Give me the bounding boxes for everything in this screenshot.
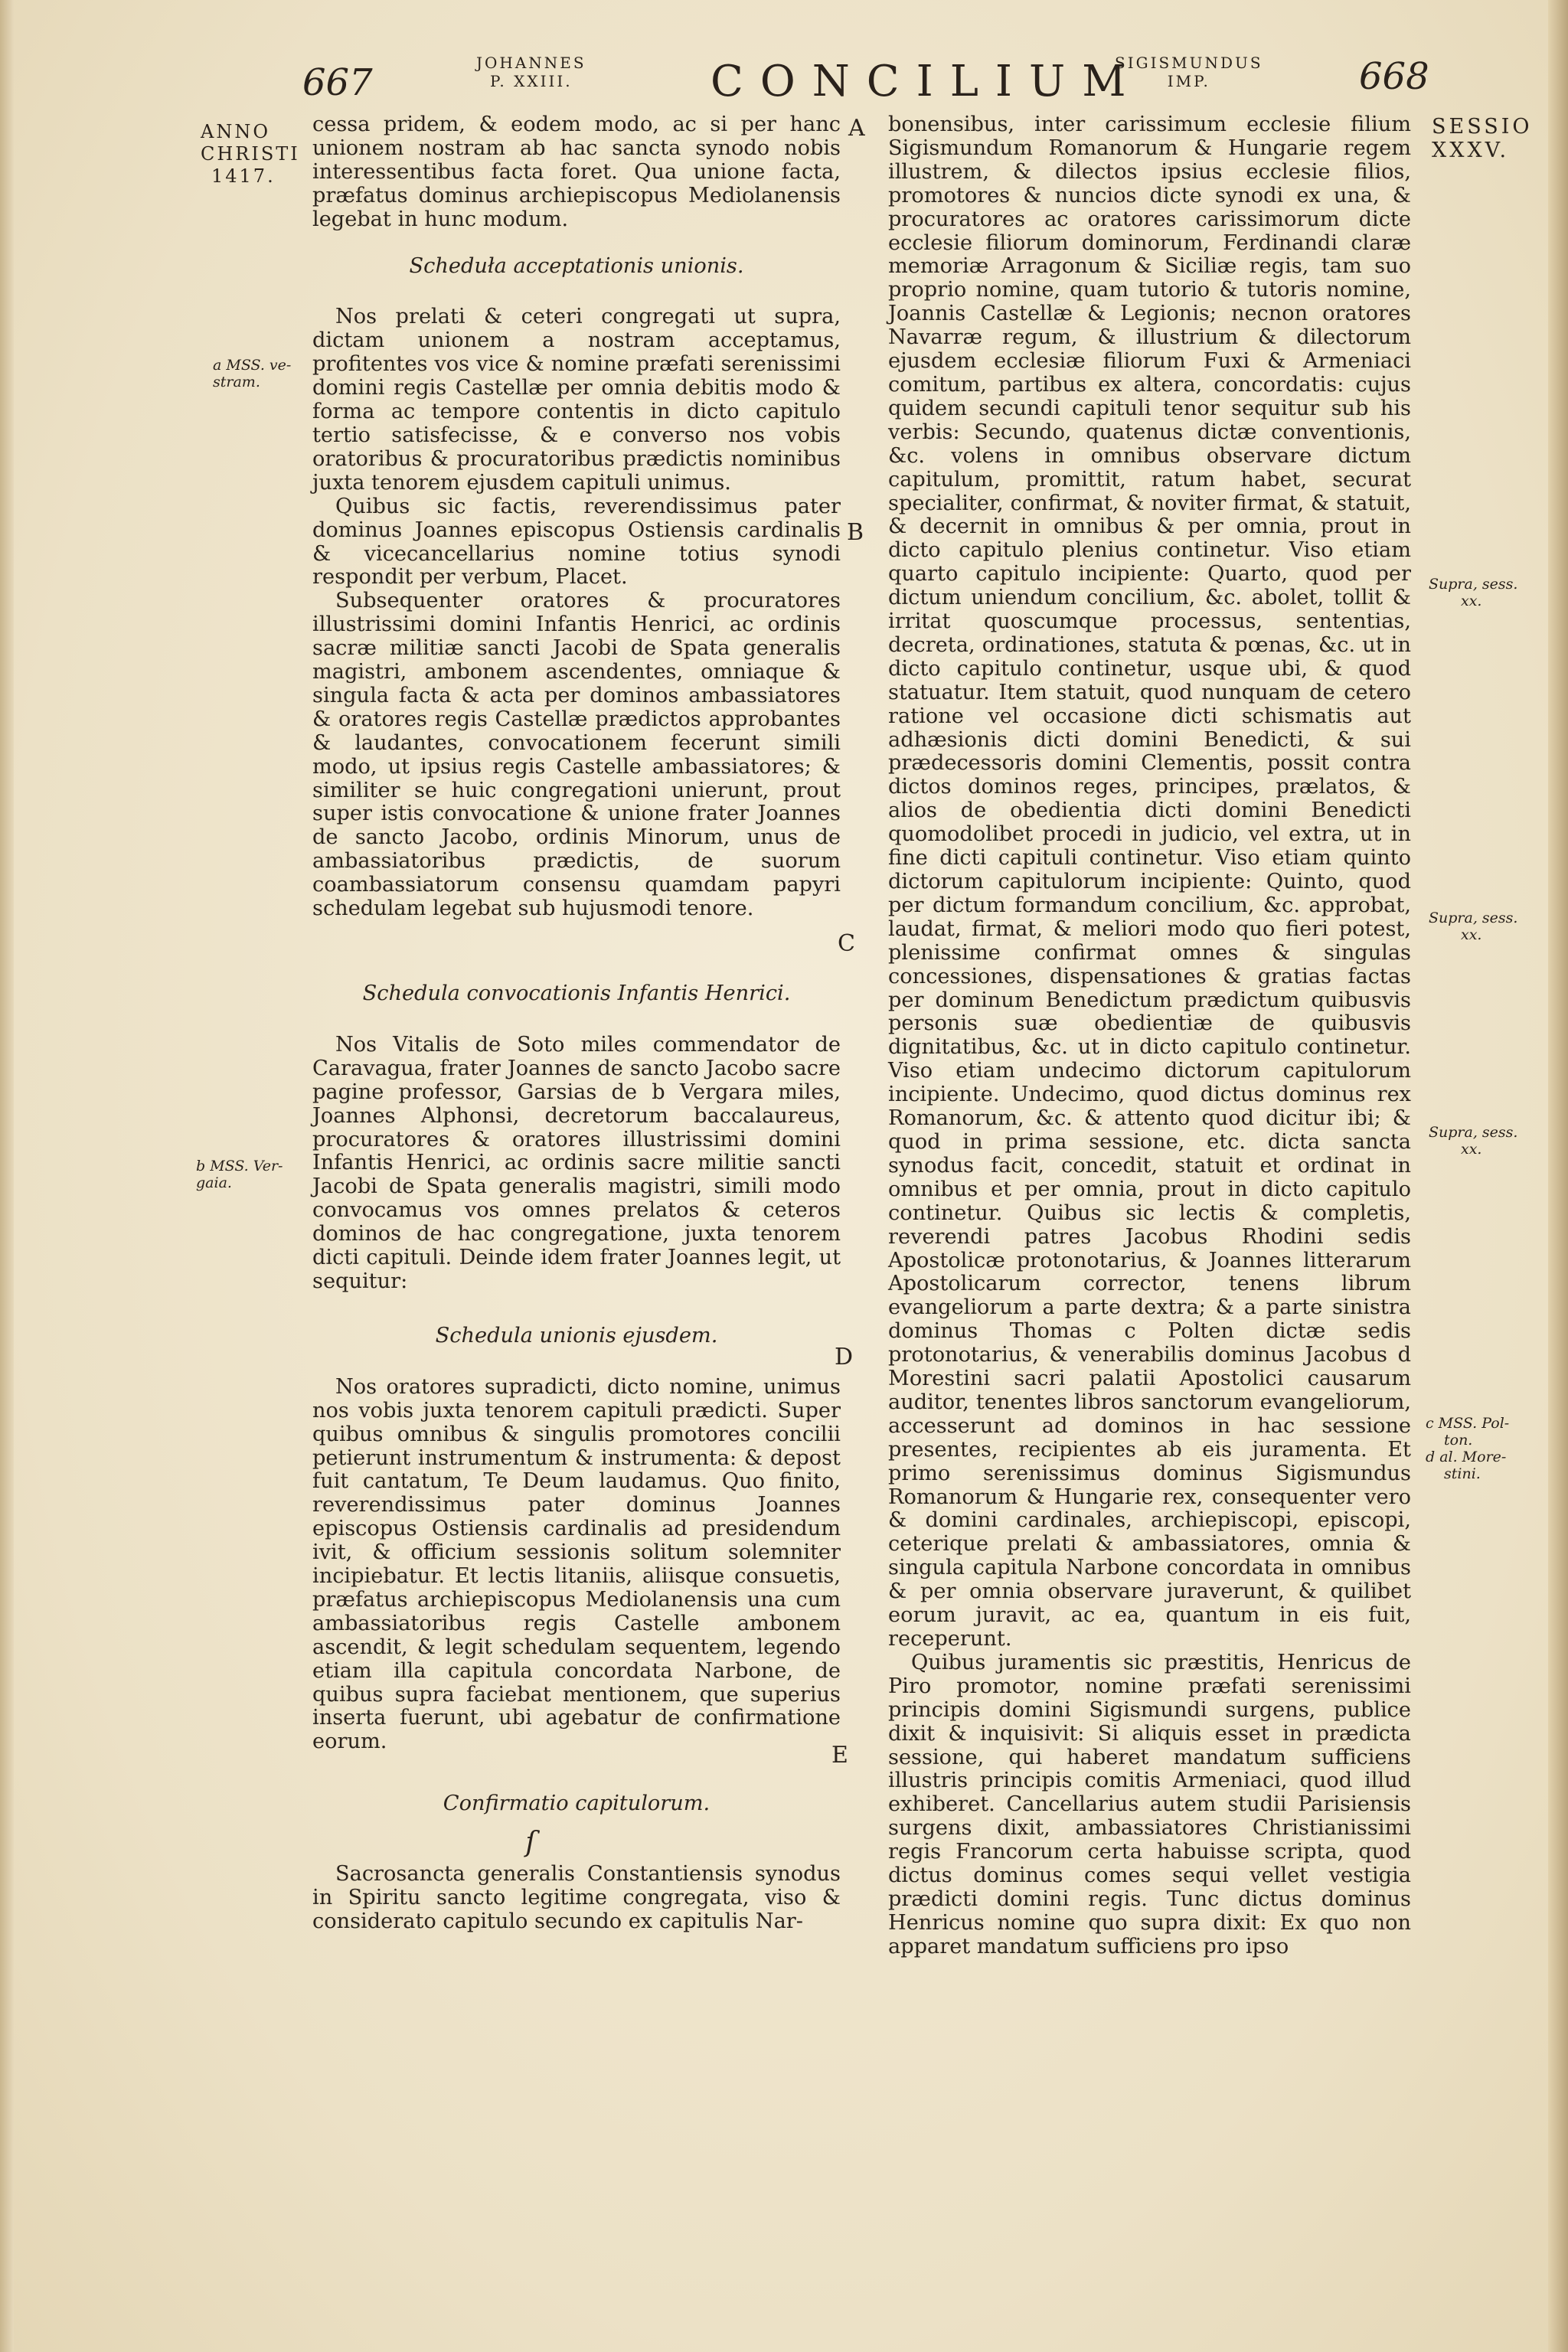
- paragraph: Quibus juramentis sic præstitis, Henricus de Piro promotor, nomine præfati serenissimi principis domini Sigismundi surgens, publice dixit & inquisivit: Si aliquis esset in prædicta sessione, qui haberet mandatum sufficiens illustris principis comitis Armeniaci, quod illud exhiberet. Cancellarius autem studii Parisiensis surgens dixit, ambassiatores Christianissimi regis Francorum certa habuisse scripta, quod dictus dominus comes sequi vellet vestigia prædicti domini regis. Tunc dictus dominus Henricus nomine quo supra dixit: Ex quo non apparet mandatum sufficiens pro ipso: [888, 1650, 1411, 1958]
- footnote-b: [196, 1158, 283, 1191]
- section-letter-d: D: [835, 1344, 854, 1370]
- paragraph: bonensibus, inter carissimum ecclesie filium Sigismundum Romanorum & Hungarie regem illustrem, & dilectos ipsius ecclesie filios, promotores & nuncios dicte synodi ex una, & procuratores ac oratores carissimorum dicte ecclesie filiorum dominorum, Ferdinandi claræ memoriæ Arragonum & Siciliæ regis, tam suo proprio nomine, quam tutorio & tutoris nomine, Joannis Castellæ & Legionis; necnon oratores Navarræ regum, & illustrium & dilectorum ejusdem ecclesiæ filiorum Fuxi & Armeniaci comitum, partibus ex altera, concordatis: cujus quidem secundi capituli tenor sequitur sub his verbis: Secundo, quatenus dictæ conventionis, &c. volens in omnibus observare dictum capitulum, promittit, ratum habet, securat specialiter, confirmat, & noviter firmat, & statuit, & decernit in omnibus & per omnia, prout in dicto capitulo plenius continetur. Viso etiam quarto capitulo incipiente: Quarto, quod per dictum uniendum concilium, &c. abolet, tollit & irritat quoscumque processus, sententias, decreta, ordinationes, statuta & pœnas, &c. ut in dicto capitulo continetur, usque ubi, & quod statuatur. Item statuit, quod nunquam de cetero ratione vel occasione dicti schismatis aut adhæsionis dicti domini Benedicti, & sui prædecessoris domini Clementis, possit contra dictos dominos reges, principes, prælatos, & alios de obedientia dicti domini Benedicti quomodolibet procedi in judicio, vel extra, ut in fine dicti capituli continetur. Viso etiam quinto dictorum capitulorum incipiente: Quinto, quod per dictum formandum concilium, &c. approbat, laudat, firmat, & meliori modo quo fieri potest, plenissime confirmat omnes & singulas concessiones, dispensationes & gratias factas per dominum Benedictum prædictum quibusvis personis suæ obedientiæ de quibusvis dignitatibus, &c. ut in dicto capitulo continetur. Viso etiam undecimo dictorum capitulorum incipiente. Undecimo, quod dictus dominus rex Romanorum, &c. & attento quod dicitur ibi; & quod in prima sessione, etc. dicta sancta synodus facit, concedit, statuit et ordinat in omnibus et per omnia, prout in dicto capitulo continetur. Quibus sic lectis & completis, reverendi patres Jacobus Rhodini sedis Apostolicæ protonotarius, & Joannes litterarum Apostolicarum corrector, tenens librum evangeliorum a parte dextra; & a parte sinistra dominus Thomas c Polten dictæ sedis protonotarius, & venerabilis dominus Jacobus d Morestini sacri palatii Apostolici causarum auditor, tenentes libros sanctorum evangeliorum, accesserunt ad dominos in hac sessione presentes, recipientes ab eis juramenta. Et primo serenissimus dominus Sigismundus Romanorum & Hungarie rex, consequenter vero & domini cardinales, archiepiscopi, episcopi, ceterique prelati & ambassiatores, omnia & singula capitula Narbone concordata in omnibus & per omnia observare juraverunt, & quilibet eorum juravit, ac ea, quantum in eis fuit, receperunt.: [888, 113, 1411, 1651]
- cross-reference-note: [1429, 1124, 1517, 1158]
- spacer: [312, 921, 841, 982]
- note-line: a MSS. ve-: [213, 357, 292, 374]
- running-head-right-line: IMP.: [1167, 72, 1210, 90]
- running-head-right: [1115, 54, 1263, 90]
- footnote-a: [213, 357, 291, 390]
- sessio-line: XXXV.: [1432, 139, 1510, 162]
- note-line: c MSS. Pol-: [1426, 1415, 1510, 1432]
- anno-line: 1417.: [211, 165, 276, 187]
- paragraph: Nos Vitalis de Soto miles commendator de Caravagua, frater Joannes de sancto Jacobo sacre pagine professor, Garsias de b Vergara miles, Joannes Alphonsi, decretorum baccalaureus, procuratores & oratores illustrissimi domini Infantis Henrici, ac ordinis sacre militie sancti Jacobi de Spata generalis magistri, simili modo convocamus vos omnes prelatos & ceteros dominos de hac congregatione, juxta tenorem dicti capituli. Deinde idem frater Joannes legit, ut sequitur:: [312, 1032, 841, 1293]
- note-line: gaia.: [196, 1174, 232, 1191]
- cross-reference-note: [1429, 910, 1517, 943]
- section-heading: Confirmatio capitulorum.: [443, 1792, 710, 1816]
- note-line: Supra, sess.: [1429, 910, 1518, 926]
- text-column-left: [312, 113, 841, 1934]
- section-heading: Schedula unionis ejusdem.: [435, 1323, 718, 1348]
- section-letter-c: C: [838, 930, 855, 957]
- note-line: stini.: [1444, 1465, 1481, 1482]
- section-letter-e: E: [831, 1742, 848, 1769]
- note-line: b MSS. Ver-: [196, 1158, 283, 1174]
- footnote-cd: [1426, 1415, 1509, 1482]
- running-head-right-line: SIGISMUNDUS: [1115, 54, 1263, 72]
- paragraph: Nos prelati & ceteri congregati ut supra, dictam unionem a nostram acceptamus, profitentes vos vice & nomine præfati serenissimi domini regis Castellæ per omnia debitis modo & forma ac tempore contentis in dicto capitulo tertio satisfecisse, & e converso nos vobis oratoribus & procuratoribus prædictis nominibus juxta tenorem ejusdem capituli unimus.: [312, 305, 841, 495]
- paragraph: Subsequenter oratores & procuratores illustrissimi domini Infantis Henrici, ac ordinis sacræ militiæ sancti Jacobi de Spata generalis magistri, ambonem ascendentes, omniaque & singula facta & acta per dominos ambassiatores & oratores regis Castellæ prædictos approbantes & laudantes, convocationem fecerunt simili modo, ut ipsius regis Castelle ambassiatores; & similiter se huic congregationi unierunt, prout super istis convocatione & unione frater Joannes de sancto Jacobo, ordinis Minorum, unus de ambassiatoribus prædictis, de suorum coambassiatorum consensu quamdam papyri schedulam legebat sub hujusmodi tenore.: [312, 589, 841, 921]
- section-heading: Schedula convocationis Infantis Henrici.: [362, 982, 791, 1005]
- flourish-ornament: ſ: [525, 1827, 536, 1859]
- spacer: [312, 1754, 841, 1792]
- sessio-line: SESSIO: [1432, 115, 1533, 139]
- text-column-right: [888, 113, 1411, 1959]
- running-head-left-line: JOHANNES: [476, 54, 586, 72]
- page-edge-shadow: [1548, 0, 1568, 2352]
- note-line: d al. More-: [1426, 1449, 1507, 1465]
- section-letter-a: A: [848, 115, 865, 142]
- running-head-left-line: P. XXIII.: [489, 72, 573, 90]
- year-margin-note: [201, 121, 300, 188]
- note-line: xx.: [1461, 593, 1482, 609]
- gutter-shadow: [0, 0, 14, 2352]
- page-number-left: 667: [302, 61, 373, 104]
- paragraph: cessa pridem, & eodem modo, ac si per hanc unionem nostram ab hac sancta synodo nobis interessentibus facta foret. Qua unione facta, præfatus dominus archiepiscopus Mediolanensis legebat in hunc modum.: [312, 113, 841, 231]
- session-margin-note: [1432, 115, 1533, 162]
- running-title: CONCILIUM: [710, 57, 1143, 106]
- note-line: Supra, sess.: [1429, 576, 1518, 593]
- note-line: ton.: [1444, 1432, 1473, 1449]
- anno-line: CHRISTI: [201, 143, 300, 165]
- paragraph: Quibus sic factis, reverendissimus pater dominus Joannes episcopus Ostiensis cardinalis & vicecancellarius nomine totius synodi respondit per verbum, Placet.: [312, 494, 841, 590]
- section-letter-b: B: [847, 519, 864, 546]
- note-line: stram.: [213, 374, 260, 390]
- running-header: [0, 47, 1568, 116]
- paragraph: Sacrosancta generalis Constantiensis synodus in Spiritu sancto legitime congregata, viso & considerato capitulo secundo ex capitulis Nar-: [312, 1862, 841, 1933]
- anno-line: ANNO: [201, 121, 271, 142]
- note-line: xx.: [1461, 926, 1482, 943]
- note-line: Supra, sess.: [1429, 1124, 1518, 1141]
- page-number-right: 668: [1359, 55, 1429, 98]
- cross-reference-note: [1429, 576, 1517, 609]
- paragraph: Nos oratores supradicti, dicto nomine, unimus nos vobis juxta tenorem capituli prædicti. Super quibus omnibus & singulis promotores concilii petierunt instrumentum & instrumenta: & depost fuit cantatum, Te Deum laudamus. Quo finito, reverendissimus pater dominus Joannes episcopus Ostiensis cardinalis ad presidendum ivit, & officium sessionis solitum solemniter incipiebatur. Et lectis litaniis, aliisque consuetis, præfatus archiepiscopus Mediolanensis una cum ambassiatoribus regis Castelle ambonem ascendit, & legit schedulam sequentem, legendo etiam illa capitula concordata Narbone, de quibus supra faciebat mentionem, que superius inserta fuerunt, ubi agebatur de confirmatione eorum.: [312, 1374, 841, 1754]
- section-heading: Scheduła acceptationis unionis.: [409, 253, 744, 278]
- running-head-left: [476, 54, 586, 90]
- note-line: xx.: [1461, 1141, 1482, 1158]
